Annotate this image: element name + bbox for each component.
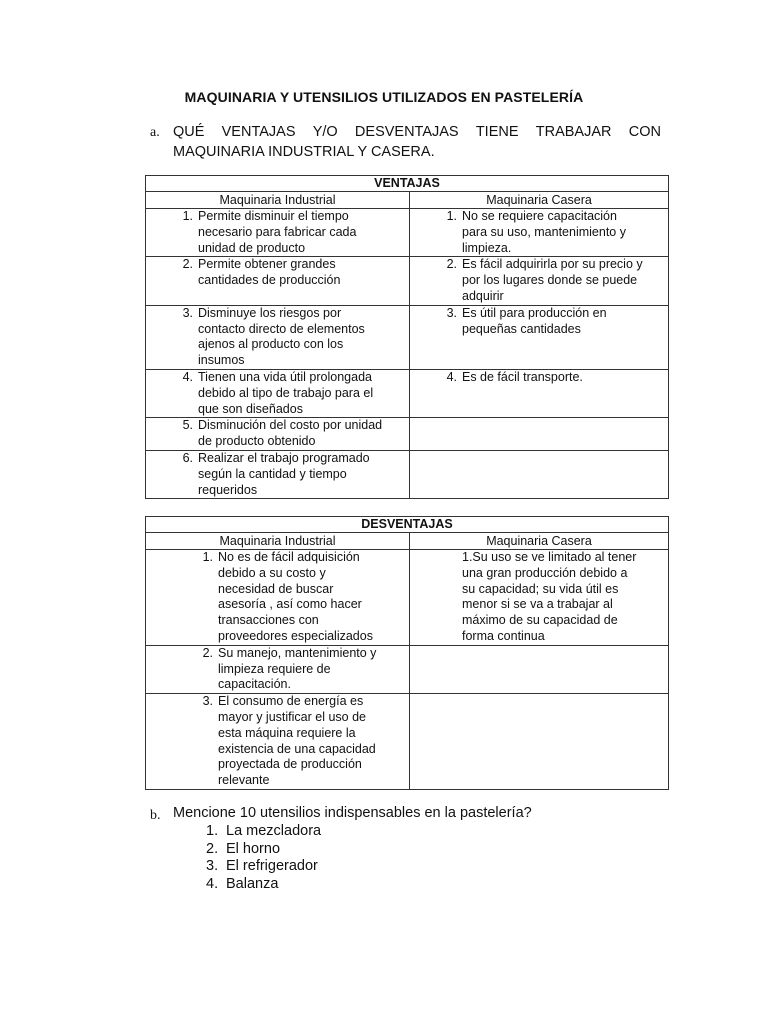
- cell-line: para su uso, mantenimiento y: [462, 224, 626, 239]
- column-header-casera: Maquinaria Casera: [410, 533, 669, 550]
- casera-cell: [410, 550, 669, 646]
- table-row: [146, 645, 669, 693]
- casera-cell: [410, 257, 669, 305]
- casera-cell: [410, 369, 669, 417]
- desventajas-heading: DESVENTAJAS: [146, 517, 669, 533]
- utensils-list: [206, 823, 321, 893]
- cell-line: limpieza requiere de: [218, 661, 331, 676]
- cell-line: Tienen una vida útil prolongada: [198, 369, 372, 384]
- item-label: El refrigerador: [226, 858, 318, 874]
- cell-line: transacciones con: [218, 613, 319, 628]
- item-number: 3.: [206, 858, 219, 874]
- item-number: 1.: [206, 823, 219, 839]
- cell-line: Su manejo, mantenimiento y: [218, 645, 377, 660]
- cell-line: Permite disminuir el tiempo: [198, 209, 349, 223]
- casera-cell: [410, 694, 669, 790]
- cell-line: proyectada de producción: [218, 757, 362, 772]
- cell-line: Permite obtener grandes: [198, 257, 336, 272]
- cell-line: pequeñas cantidades: [462, 321, 581, 336]
- cell-line: menor si se va a trabajar al: [462, 597, 613, 612]
- casera-cell: [410, 305, 669, 369]
- item-text: [462, 370, 668, 386]
- item-number: 2.: [202, 645, 213, 660]
- cell-line: Es útil para producción en: [462, 305, 607, 320]
- question-a-word: QUÉ: [173, 124, 205, 140]
- cell-line: por los lugares donde se puede: [462, 273, 638, 288]
- item-text: [198, 370, 409, 417]
- cell-line: máximo de su capacidad de: [462, 613, 618, 628]
- item-number: 3.: [202, 694, 213, 709]
- item-text: [198, 257, 409, 289]
- question-a-word: DESVENTAJAS: [354, 124, 459, 140]
- cell-line: debido al tipo de trabajo para el: [198, 385, 374, 400]
- list-item: [146, 306, 409, 369]
- cell-line: su capacidad; su vida útil es: [462, 581, 619, 596]
- cell-line: Es de fácil transporte.: [462, 369, 583, 384]
- cell-line: unidad de producto: [198, 240, 306, 255]
- cell-line: necesidad de buscar: [218, 581, 334, 596]
- cell-line: mayor y justificar el uso de: [218, 709, 366, 724]
- cell-line: relevante: [218, 773, 270, 788]
- question-b-text: Mencione 10 utensilios indispensables en la pastelería?: [173, 805, 532, 821]
- cell-line: existencia de una capacidad: [218, 741, 376, 756]
- desventajas-table: [145, 516, 669, 790]
- list-item: [206, 858, 321, 876]
- item-number: 1.: [182, 209, 193, 223]
- list-item: [206, 876, 321, 894]
- item-number: 3.: [182, 305, 193, 320]
- cell-line: forma continua: [462, 628, 545, 643]
- question-a-line-2: MAQUINARIA INDUSTRIAL Y CASERA.: [173, 144, 435, 160]
- question-b-marker: b.: [150, 808, 161, 823]
- industrial-cell: [146, 418, 410, 451]
- cell-line: limpieza.: [462, 240, 512, 255]
- list-item: [410, 257, 668, 304]
- item-number: 4.: [206, 875, 219, 892]
- cell-line: No se requiere capacitación: [462, 209, 617, 223]
- question-a-word: VENTAJAS: [221, 124, 296, 140]
- page-title: MAQUINARIA Y UTENSILIOS UTILIZADOS EN PASTELERÍA: [184, 89, 584, 105]
- industrial-cell: [146, 694, 410, 790]
- casera-cell: [410, 418, 669, 451]
- industrial-cell: [146, 305, 410, 369]
- list-item: [146, 257, 409, 289]
- table-row: [146, 209, 669, 257]
- cell-line: debido a su costo y: [218, 565, 326, 580]
- table-row: [146, 450, 669, 498]
- casera-cell: [410, 450, 669, 498]
- item-number: 1.: [446, 209, 457, 223]
- table-row: [146, 369, 669, 417]
- industrial-cell: [146, 550, 410, 646]
- industrial-cell: [146, 209, 410, 257]
- column-header-row: [146, 192, 669, 209]
- cell-line: una gran producción debido a: [462, 565, 628, 580]
- table-row: [146, 418, 669, 451]
- item-label: La mezcladora: [226, 823, 322, 839]
- item-number: 4.: [446, 369, 457, 384]
- cell-line: Disminución del costo por unidad: [198, 418, 383, 433]
- item-text: [198, 418, 409, 450]
- cell-line: cantidades de producción: [198, 273, 341, 288]
- cell-line: proveedores especializados: [218, 628, 373, 643]
- list-item: [146, 646, 409, 693]
- industrial-cell: [146, 257, 410, 305]
- list-item: [410, 306, 668, 338]
- item-number: 2.: [206, 840, 219, 857]
- column-header-casera: Maquinaria Casera: [410, 192, 669, 209]
- item-text: [218, 694, 397, 789]
- list-item: [410, 370, 668, 386]
- cell-line: Disminuye los riesgos por: [198, 305, 342, 320]
- list-item: [146, 418, 409, 450]
- cell-line: No es de fácil adquisición: [218, 550, 360, 564]
- item-number: 2.: [182, 257, 193, 272]
- item-number: 2.: [446, 257, 457, 272]
- item-label: Balanza: [226, 875, 279, 892]
- cell-line: requeridos: [198, 482, 258, 497]
- list-item: [206, 841, 321, 859]
- item-text: [462, 306, 668, 338]
- item-number: 3.: [446, 305, 457, 320]
- table-row: [146, 694, 669, 790]
- cell-line: necesario para fabricar cada: [198, 224, 357, 239]
- cell-line: capacitación.: [218, 677, 291, 692]
- item-number: 5.: [182, 418, 193, 433]
- item-number: 4.: [182, 369, 193, 384]
- cell-line: 1.Su uso se ve limitado al tener: [462, 550, 637, 564]
- item-text: [218, 646, 397, 693]
- item-text: [198, 451, 409, 498]
- cell-line: Realizar el trabajo programado: [198, 450, 370, 465]
- cell-line: El consumo de energía es: [218, 694, 364, 709]
- casera-cell: [410, 209, 669, 257]
- question-a-word: CON: [628, 124, 661, 140]
- list-item: [206, 823, 321, 841]
- industrial-cell: [146, 645, 410, 693]
- table-row: [146, 305, 669, 369]
- question-a-line-1: [173, 122, 661, 142]
- cell-line: esta máquina requiere la: [218, 725, 356, 740]
- question-a-text: [173, 122, 661, 162]
- cell-line: adquirir: [462, 288, 504, 303]
- table-heading-row: [146, 176, 669, 192]
- table-heading-row: [146, 517, 669, 533]
- column-header-industrial: Maquinaria Industrial: [146, 192, 410, 209]
- item-text: [218, 550, 397, 645]
- question-a-word: TIENE: [475, 124, 519, 140]
- list-item: [146, 694, 409, 789]
- list-item: [146, 550, 409, 645]
- question-a-word: TRABAJAR: [535, 124, 612, 140]
- cell-line: que son diseñados: [198, 401, 303, 416]
- column-header-industrial: Maquinaria Industrial: [146, 533, 410, 550]
- cell-line: Es fácil adquirirla por su precio y: [462, 257, 643, 272]
- column-header-row: [146, 533, 669, 550]
- industrial-cell: [146, 450, 410, 498]
- table-row: [146, 550, 669, 646]
- cell-line: de producto obtenido: [198, 434, 316, 449]
- list-item: [146, 370, 409, 417]
- item-number: 1.: [202, 550, 213, 564]
- item-text: [462, 257, 668, 304]
- item-text: [462, 209, 668, 256]
- cell-line: asesoría , así como hacer: [218, 597, 362, 612]
- list-item: [410, 209, 668, 256]
- item-text: [198, 209, 409, 256]
- list-item: [146, 451, 409, 498]
- question-a-marker: a.: [150, 125, 160, 140]
- cell-line: según la cantidad y tiempo: [198, 466, 347, 481]
- item-label: El horno: [226, 840, 281, 857]
- industrial-cell: [146, 369, 410, 417]
- casera-cell: [410, 645, 669, 693]
- ventajas-table: [145, 175, 669, 499]
- cell-line: ajenos al producto con los: [198, 337, 344, 352]
- cell-line: insumos: [198, 353, 245, 368]
- list-item: [146, 209, 409, 256]
- ventajas-heading: VENTAJAS: [146, 176, 669, 192]
- item-number: 6.: [182, 450, 193, 465]
- table-row: [146, 257, 669, 305]
- item-text: [198, 306, 409, 369]
- question-a-word: Y/O: [312, 124, 338, 140]
- cell-line: contacto directo de elementos: [198, 321, 365, 336]
